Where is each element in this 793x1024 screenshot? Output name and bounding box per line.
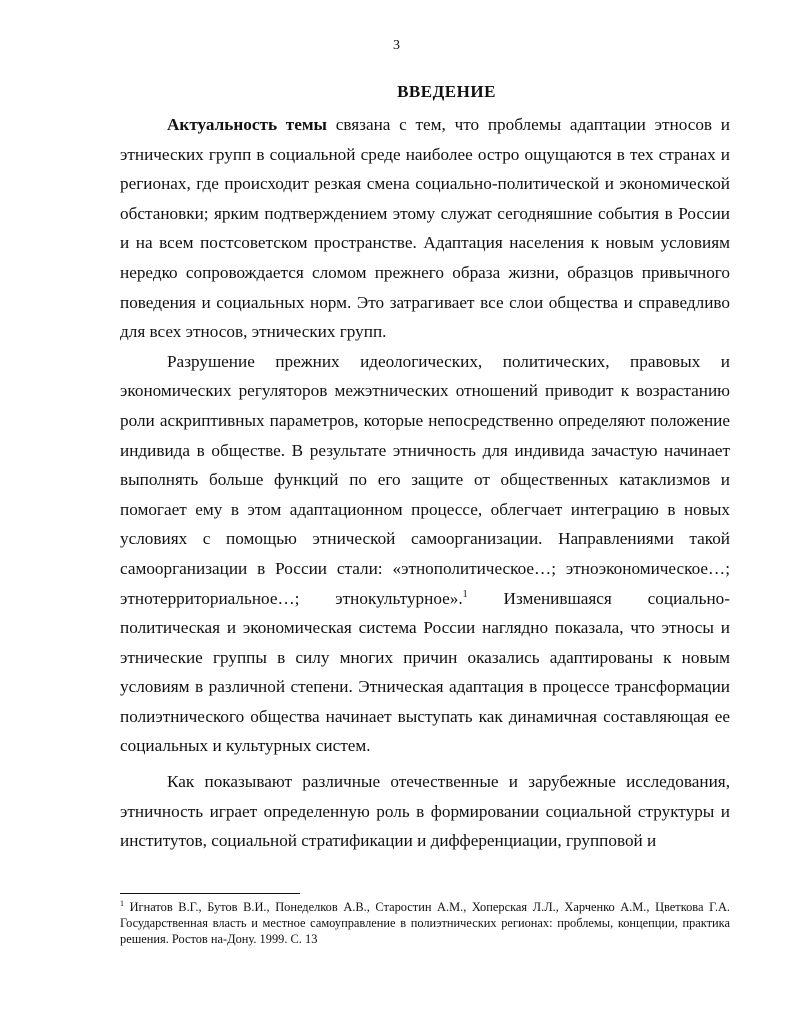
body-text: [120, 110, 730, 856]
footnote-marker: 1: [120, 899, 124, 908]
page-number: 3: [393, 38, 400, 53]
paragraph-relevance: [120, 110, 730, 347]
lead-term: Актуальность темы: [167, 115, 327, 134]
paragraph-text: связана с тем, что проблемы адаптации этносов и этнических групп в социальной среде наиболее остро ощущаются в тех странах и регионах, где происходит резкая смена социально-политической и экономической обстановки; ярким подтверждением этому служат сегодняшние события в России и на всем постсоветском пространстве. Адаптация населения к новым условиям нередко сопровождается сломом прежнего образа жизни, образцов привычного поведения и социальных норм. Это затрагивает все слои общества и справедливо для всех этносов, этнических групп.: [120, 115, 730, 342]
footnote: [120, 899, 730, 947]
footnote-reference: 1: [462, 588, 468, 600]
section-heading: ВВЕДЕНИЕ: [397, 82, 496, 101]
paragraph-research: [120, 767, 730, 856]
footnote-text: Игнатов В.Г., Бутов В.И., Понеделков А.В., Старостин А.М., Хоперская Л.Л., Харченко А.М., Цветкова Г.А. Государственная власть и местное самоуправление в полиэтнических регионах: проблемы, концепции, практика решения. Ростов на-Дону. 1999. С. 13: [120, 900, 730, 946]
paragraph-text: Как показывают различные отечественные и зарубежные исследования, этничность играет определенную роль в формировании социальной структуры и институтов, социальной стратификации и дифференциации, групповой и: [120, 772, 730, 851]
paragraph-text: Изменившаяся социально-политическая и экономическая система России наглядно показала, что этносы и этнические группы в силу многих причин оказались адаптированы к новым условиям в различной степени. Этническая адаптация в процессе трансформации полиэтнического общества начинает выступать как динамичная составляющая ее социальных и культурных систем.: [120, 588, 730, 756]
footnote-divider: [120, 893, 300, 894]
paragraph-text: Разрушение прежних идеологических, политических, правовых и экономических регуляторов межэтнических отношений приводит к возрастанию роли аскриптивных параметров, которые непосредственно определяют положение индивида в обществе. В результате этничность для индивида зачастую начинает выполнять больше функций по его защите от общественных катаклизмов и помогает ему в этом адаптационном процессе, облегчает интеграцию в новых условиях с помощью этнической самоорганизации. Направлениями такой самоорганизации в России стали: «этнополитическое…; этноэкономическое…; этнотерриториальное…; этнокультурное».: [120, 351, 730, 608]
paragraph-destruction: [120, 347, 730, 761]
